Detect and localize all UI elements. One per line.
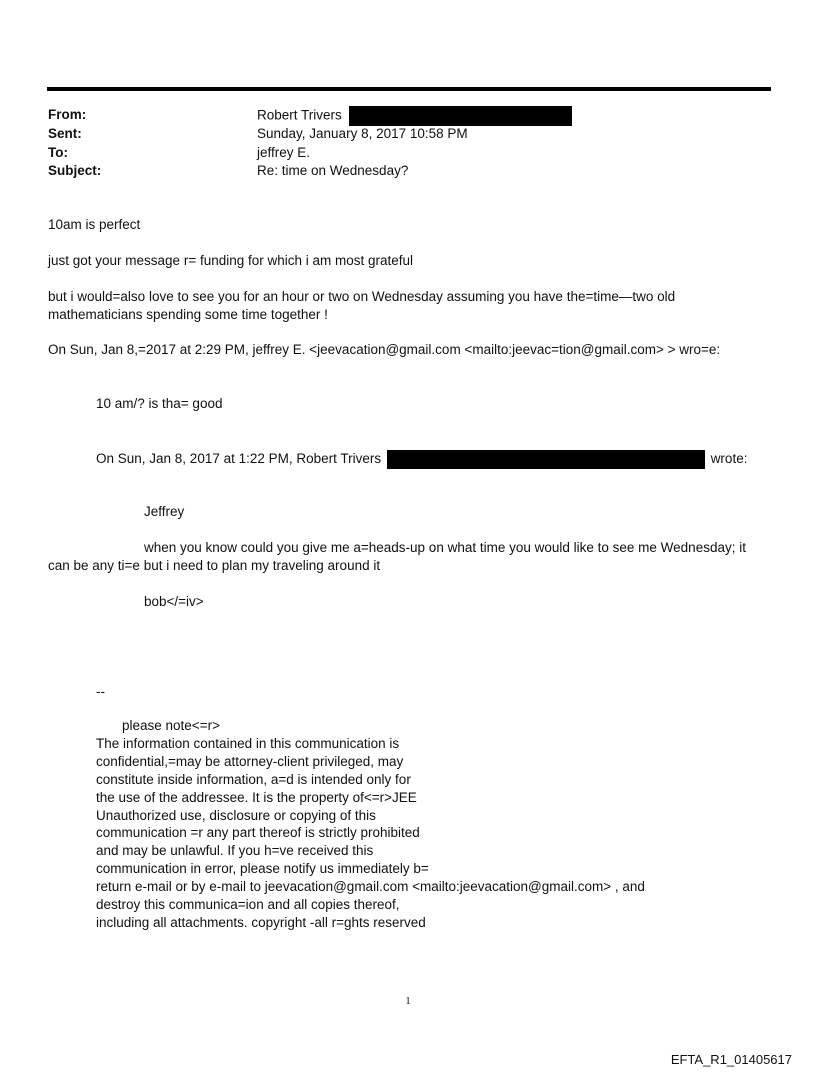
sent-label: Sent: (48, 126, 82, 141)
from-name: Robert Trivers (257, 107, 342, 123)
disclaimer-line: destroy this communica=ion and all copies thereof, (96, 897, 400, 913)
to-label: To: (48, 145, 68, 160)
subject-value: Re: time on Wednesday? (257, 163, 409, 178)
body-line-3a: but i would=also love to see you for an hour or two on Wednesday assuming you have the=time—two old (48, 289, 676, 304)
bates-number: EFTA_R1_01405617 (670, 1052, 792, 1067)
disclaimer-line: and may be unlawful. If you h=ve received this (96, 843, 374, 859)
redaction-from-email (349, 106, 572, 126)
disclaimer-line: return e-mail or by e-mail to jeevacation@gmail.com <mailto:jeevacation@gmail.com> , and (96, 879, 645, 895)
quote2-text-a: when you know could you give me a=heads-up on what time you would like to see me Wednesday; it (144, 540, 746, 555)
disclaimer-block (96, 717, 696, 932)
from-label: From: (48, 107, 87, 122)
quote2-intro (96, 450, 747, 469)
to-value: jeffrey E. (257, 145, 311, 160)
body-line-2: just got your message r= funding for which i am most grateful (48, 253, 414, 268)
disclaimer-line: constitute inside information, a=d is intended only for (96, 771, 411, 787)
subject-label: Subject: (48, 163, 102, 178)
body-line-3b: mathematicians spending some time together ! (48, 307, 328, 322)
quote1-text: 10 am/? is tha= good (96, 396, 223, 411)
disclaimer-line: please note<=r> (122, 718, 220, 733)
disclaimer-line: communication in error, please notify us immediately b= (96, 861, 429, 877)
disclaimer-line: communication =r any part thereof is strictly prohibited (96, 825, 420, 841)
quote2-text-b: can be any ti=e but i need to plan my traveling around it (48, 558, 381, 573)
header-rule (47, 87, 771, 91)
from-value (257, 106, 572, 126)
sent-value: Sunday, January 8, 2017 10:58 PM (257, 126, 468, 141)
disclaimer-line: including all attachments. copyright -all r=ghts reserved (96, 914, 426, 930)
disclaimer-line: confidential,=may be attorney-client privileged, may (96, 753, 404, 769)
page-number: 1 (405, 995, 411, 1007)
body-line-1: 10am is perfect (48, 217, 141, 232)
quote2-greeting: Jeffrey (144, 504, 185, 519)
signature-dash: -- (96, 684, 105, 699)
quote1-intro: On Sun, Jan 8,=2017 at 2:29 PM, jeffrey E. <jeevacation@gmail.com <mailto:jeevac=tion@gmail.com> > wro=e: (48, 342, 721, 357)
quote2-intro-suffix: wrote: (710, 451, 748, 467)
disclaimer-line: Unauthorized use, disclosure or copying of this (96, 807, 376, 823)
quote2-signoff: bob</=iv> (144, 594, 204, 609)
redaction-quote2-email (387, 450, 705, 469)
disclaimer-line: the use of the addressee. It is the property of<=r>JEE (96, 789, 417, 805)
disclaimer-line: The information contained in this communication is (96, 735, 400, 751)
quote2-intro-prefix: On Sun, Jan 8, 2017 at 1:22 PM, Robert Trivers (96, 451, 382, 467)
